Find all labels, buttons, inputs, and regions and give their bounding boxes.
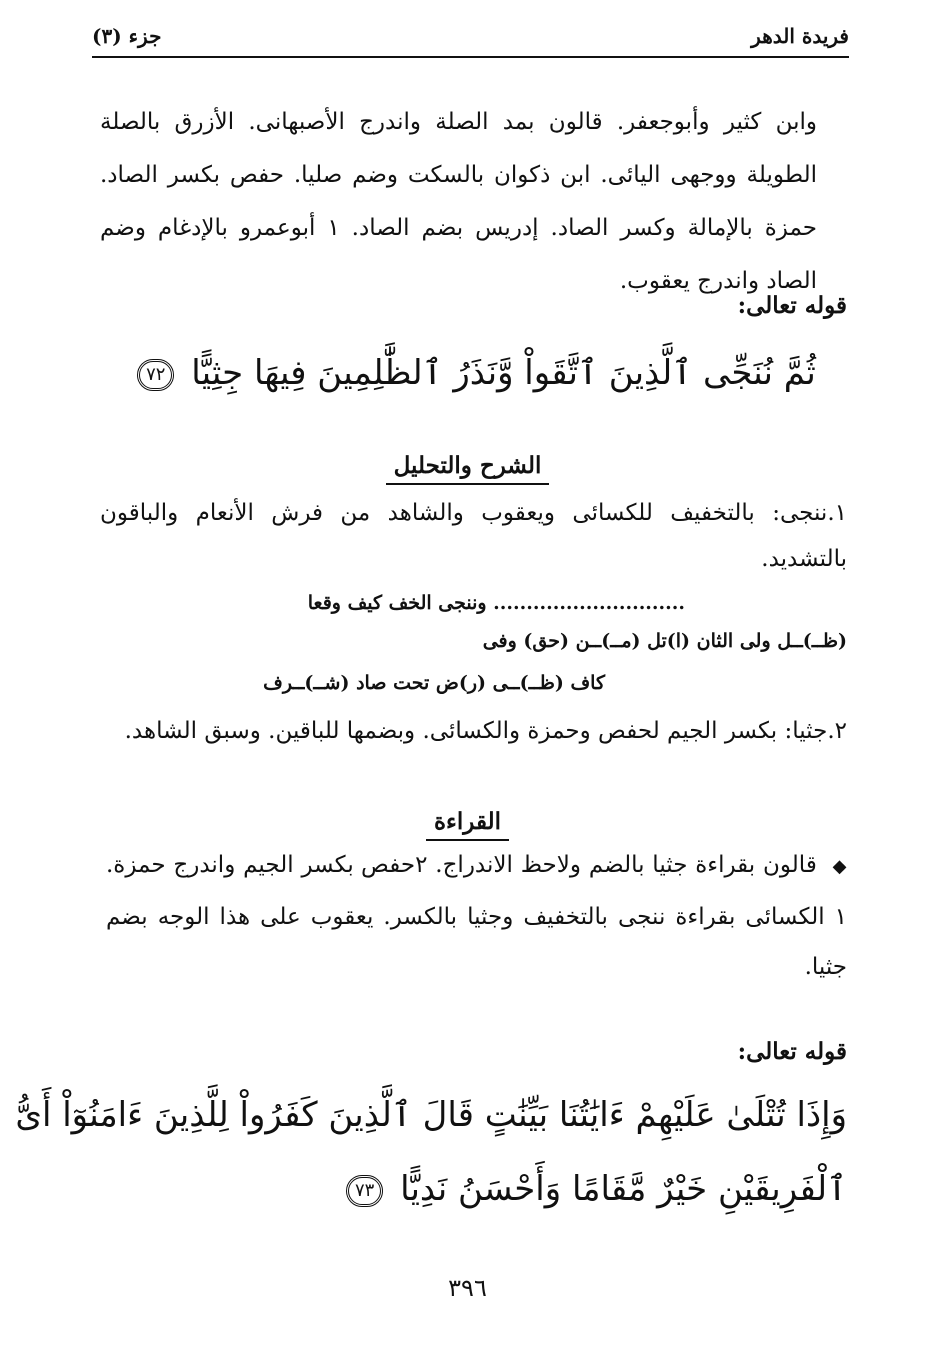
heading-text: القراءة xyxy=(426,808,509,841)
verse2-text: ٱلْفَرِيقَيْنِ خَيْرٌ مَّقَامًا وَأَحْسَنُ نَدِيًّا xyxy=(400,1169,847,1209)
poem-line-2: (ظــ)ــل ولى الثان (ا)تل (مــ)ــن (حق) وفى xyxy=(482,630,847,652)
verse1-label: قوله تعالى: xyxy=(737,292,847,319)
verse1 xyxy=(100,338,847,408)
heading-text: الشرح والتحليل xyxy=(386,452,550,485)
ayah-number-badge: ٧٢ xyxy=(137,359,174,391)
explanation-item-2: ٢.جثيا: بكسر الجيم لحفص وحمزة والكسائى. وبضمها للباقين. وسبق الشاهد. xyxy=(124,718,847,744)
running-header xyxy=(92,16,849,58)
section-heading-explanation xyxy=(0,452,935,479)
verse2-line-2 xyxy=(100,1154,847,1224)
verse2-line-1: وَإِذَا تُتْلَىٰ عَلَيْهِمْ ءَايَٰتُنَا بَيِّنَٰتٍ قَالَ ٱلَّذِينَ كَفَرُواْ لِلَّذِينَ ءَامَنُوٓاْ أَىُّ xyxy=(15,1095,847,1135)
poem-line-1: ............................. وننجى الخف كيف وقعا xyxy=(307,592,685,614)
part-label: جزء (٣) xyxy=(92,24,162,48)
section-heading-reading xyxy=(0,808,935,835)
reading-text: قالون بقراءة جثيا بالضم ولاحظ الاندراج. ٢حفص بكسر الجيم واندرج حمزة. ١ الكسائى بقراءة ننجى بالتخفيف وجثيا بالكسر. يعقوب على هذا الوجه بضم جثيا. xyxy=(106,852,847,980)
bullet-icon: ◆ xyxy=(832,856,848,877)
page-number: ٣٩٦ xyxy=(448,1274,487,1302)
verse1-text: ثُمَّ نُنَجِّى ٱلَّذِينَ ٱتَّقَواْ وَّنَذَرُ ٱلظَّٰلِمِينَ فِيهَا جِثِيًّا xyxy=(191,353,816,393)
ayah-number-badge: ٧٣ xyxy=(346,1175,383,1207)
verse2-label: قوله تعالى: xyxy=(737,1038,847,1065)
intro-paragraph: وابن كثير وأبوجعفر. قالون بمد الصلة واندرج الأصبهانى. الأزرق بالصلة الطويلة ووجهى اليائى. ابن ذكوان بالسكت وضم صليا. حفص بكسر الصاد. حمزة بالإمالة وكسر الصاد. إدريس بضم الصاد. ١ أبوعمرو بالإدغام وضم الصاد واندرج يعقوب. xyxy=(100,109,817,294)
book-title: فريدة الدهر xyxy=(751,24,849,48)
reading-paragraph xyxy=(106,840,847,992)
poem-line-3: كاف (ظــ)ــى (ر)ض تحت صاد (شــ)ــرف xyxy=(263,672,605,694)
explanation-item-1: ١.ننجى: بالتخفيف للكسائى ويعقوب والشاهد من فرش الأنعام والباقون بالتشديد. xyxy=(100,500,847,572)
